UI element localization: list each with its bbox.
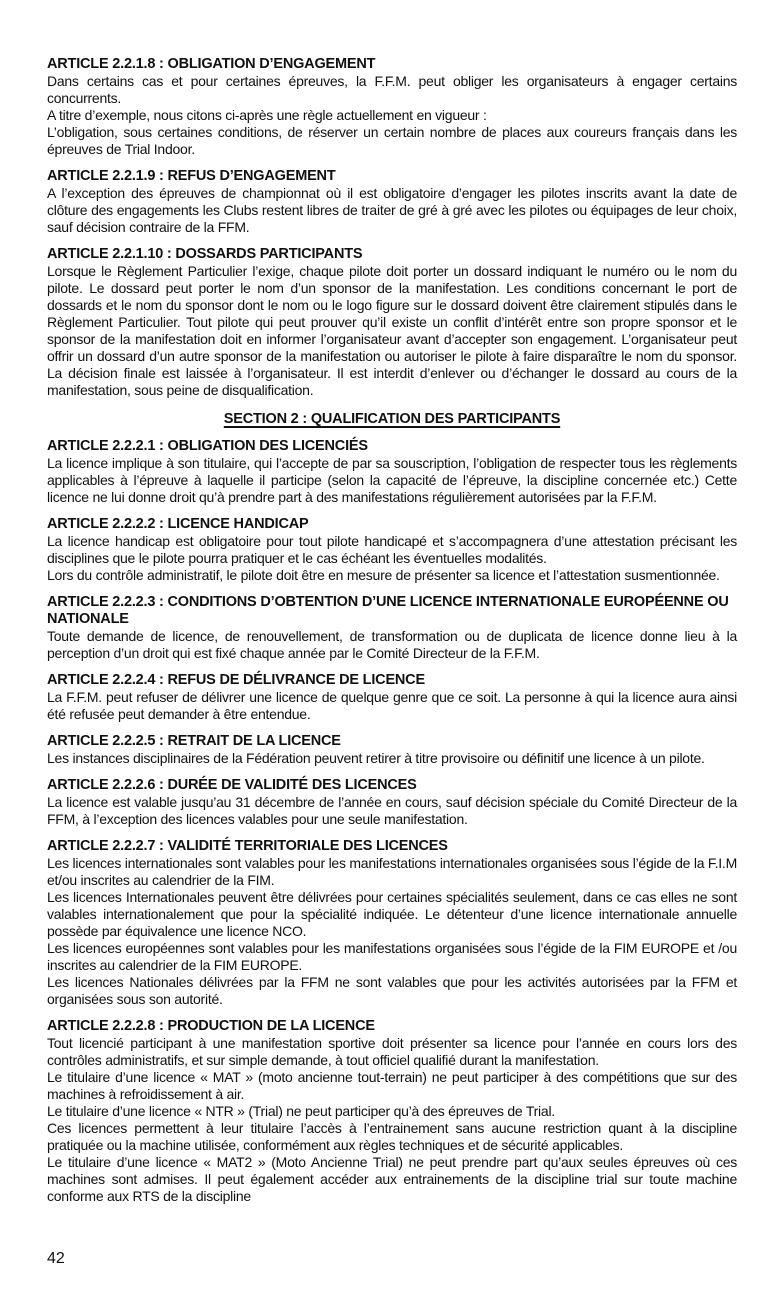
paragraph: Ces licences permettent à leur titulaire l’accès à l’entrainement sans aucune restriction quant à la discipline pratiquée ou la machine utilisée, conformément aux règles techniques et de sécurité applicables. bbox=[47, 1120, 737, 1153]
article-section bbox=[47, 777, 737, 828]
document-content bbox=[47, 56, 737, 1205]
section-header-text: SECTION 2 : QUALIFICATION DES PARTICIPANTS bbox=[223, 411, 561, 427]
paragraph: Toute demande de licence, de renouvellement, de transformation ou de duplicata de licence donne lieu à la perception d’un droit qui est fixé chaque année par le Comité Directeur de la F.F.M. bbox=[47, 628, 737, 661]
paragraph: Le titulaire d’une licence « NTR » (Trial) ne peut participer qu’à des épreuves de Trial. bbox=[47, 1103, 555, 1119]
paragraph: Les licences Internationales peuvent être délivrées pour certaines spécialités seulement, dans ce cas elles ne sont valables internationalement que pour la spécialité indiquée. Le détenteur d’une licence internationale annuelle possède par équivalence une licence NCO. bbox=[47, 889, 737, 939]
article-section bbox=[47, 733, 737, 767]
paragraph: La licence implique à son titulaire, qui l’accepte de par sa souscription, l’obligation de respecter tous les règlements applicables à l’épreuve à laquelle il participe (selon la capacité de l’épreuve, la discipline concernée etc.) Cette licence ne lui donne droit qu’à prendre part à des manifestations régulièrement autorisées par la F.F.M. bbox=[47, 455, 737, 505]
paragraph: A titre d’exemple, nous citons ci-après une règle actuellement en vigueur : bbox=[47, 107, 487, 123]
article-heading: ARTICLE 2.2.2.1 : OBLIGATION DES LICENCIÉS bbox=[47, 438, 368, 454]
paragraph: Le titulaire d’une licence « MAT2 » (Moto Ancienne Trial) ne peut prendre part qu’aux seules épreuves où ces machines sont admises. Il peut également accéder aux entrainements de la discipline trial sur toute machine conforme aux RTS de la discipline bbox=[47, 1154, 737, 1204]
paragraph: Lorsque le Règlement Particulier l’exige, chaque pilote doit porter un dossard indiquant le numéro ou le nom du pilote. Le dossard peut porter le nom d’un sponsor de la manifestation. Les conditions concernant le port de dossards et le nom du sponsor dont le nom ou le logo figure sur le dossard doivent être clairement stipulés dans le Règlement Particulier. Tout pilote qui peut prouver qu’il existe un conflit d’intérêt entre son propre sponsor et le sponsor de la manifestation doit en informer l’organisateur avant d’accepter son engagement. L’organisateur peut offrir un dossard d’un autre sponsor de la manifestation ou autoriser le pilote à faire disparaître le nom du sponsor. La décision finale est laissée à l’organisateur. Il est interdit d’enlever ou d’échanger le dossard au cours de la manifestation, sous peine de disqualification. bbox=[47, 263, 737, 398]
paragraph: La F.F.M. peut refuser de délivrer une licence de quelque genre que ce soit. La personne à qui la licence aura ainsi été refusée peut demander à être entendue. bbox=[47, 689, 737, 722]
paragraph: Dans certains cas et pour certaines épreuves, la F.F.M. peut obliger les organisateurs à engager certains concurrents. bbox=[47, 73, 737, 106]
paragraph: Les licences Nationales délivrées par la FFM ne sont valables que pour les activités autorisées par la FFM et organisées sous son autorité. bbox=[47, 974, 737, 1007]
paragraph: La licence est valable jusqu’au 31 décembre de l’année en cours, sauf décision spéciale du Comité Directeur de la FFM, à l’exception des licences valables pour une seule manifestation. bbox=[47, 794, 737, 827]
article-heading: ARTICLE 2.2.2.5 : RETRAIT DE LA LICENCE bbox=[47, 733, 341, 749]
article-section bbox=[47, 56, 737, 158]
article-heading: ARTICLE 2.2.2.4 : REFUS DE DÉLIVRANCE DE LICENCE bbox=[47, 672, 425, 688]
article-heading: ARTICLE 2.2.2.2 : LICENCE HANDICAP bbox=[47, 516, 309, 532]
paragraph: Lors du contrôle administratif, le pilote doit être en mesure de présenter sa licence et l’attestation susmentionnée. bbox=[47, 567, 720, 583]
paragraph: L’obligation, sous certaines conditions, de réserver un certain nombre de places aux coureurs français dans les épreuves de Trial Indoor. bbox=[47, 124, 737, 157]
article-section bbox=[47, 246, 737, 399]
paragraph: A l’exception des épreuves de championnat où il est obligatoire d’engager les pilotes inscrits avant la date de clôture des engagements les Clubs restent libres de traiter de gré à gré avec les pilotes ou équipages de leur choix, sauf décision contraire de la FFM. bbox=[47, 185, 737, 235]
section-header bbox=[47, 411, 737, 428]
article-heading: ARTICLE 2.2.2.7 : VALIDITÉ TERRITORIALE DES LICENCES bbox=[47, 838, 448, 854]
article-heading: ARTICLE 2.2.2.8 : PRODUCTION DE LA LICENCE bbox=[47, 1018, 375, 1034]
article-section bbox=[47, 438, 737, 506]
article-section bbox=[47, 672, 737, 723]
paragraph: Tout licencié participant à une manifestation sportive doit présenter sa licence pour l’année en cours lors des contrôles administratifs, et sur simple demande, à tout officiel qualifié durant la manifestation. bbox=[47, 1035, 737, 1068]
paragraph: Les licences internationales sont valables pour les manifestations internationales organisées sous l’égide de la F.I.M et/ou inscrites au calendrier de la FIM. bbox=[47, 855, 737, 888]
article-section bbox=[47, 1018, 737, 1205]
article-section bbox=[47, 168, 737, 236]
article-heading: ARTICLE 2.2.1.10 : DOSSARDS PARTICIPANTS bbox=[47, 246, 363, 262]
article-heading: ARTICLE 2.2.2.3 : CONDITIONS D’OBTENTION D’UNE LICENCE INTERNATIONALE EUROPÉENNE OU NATIONALE bbox=[47, 594, 729, 627]
article-heading: ARTICLE 2.2.2.6 : DURÉE DE VALIDITÉ DES LICENCES bbox=[47, 777, 417, 793]
article-section bbox=[47, 594, 737, 662]
paragraph: Le titulaire d’une licence « MAT » (moto ancienne tout-terrain) ne peut participer à des compétitions que sur des machines à refroidissement à air. bbox=[47, 1069, 737, 1102]
paragraph: Les instances disciplinaires de la Fédération peuvent retirer à titre provisoire ou définitif une licence à un pilote. bbox=[47, 750, 705, 766]
article-heading: ARTICLE 2.2.1.8 : OBLIGATION D’ENGAGEMENT bbox=[47, 56, 376, 72]
article-section bbox=[47, 516, 737, 584]
page-number: 42 bbox=[47, 1250, 65, 1267]
article-heading: ARTICLE 2.2.1.9 : REFUS D’ENGAGEMENT bbox=[47, 168, 336, 184]
paragraph: Les licences européennes sont valables pour les manifestations organisées sous l’égide de la FIM EUROPE et /ou inscrites au calendrier de la FIM EUROPE. bbox=[47, 940, 737, 973]
paragraph: La licence handicap est obligatoire pour tout pilote handicapé et s’accompagnera d’une attestation précisant les disciplines que le pilote pourra pratiquer et le cas échéant les éventuelles modalités. bbox=[47, 533, 737, 566]
article-section bbox=[47, 838, 737, 1008]
